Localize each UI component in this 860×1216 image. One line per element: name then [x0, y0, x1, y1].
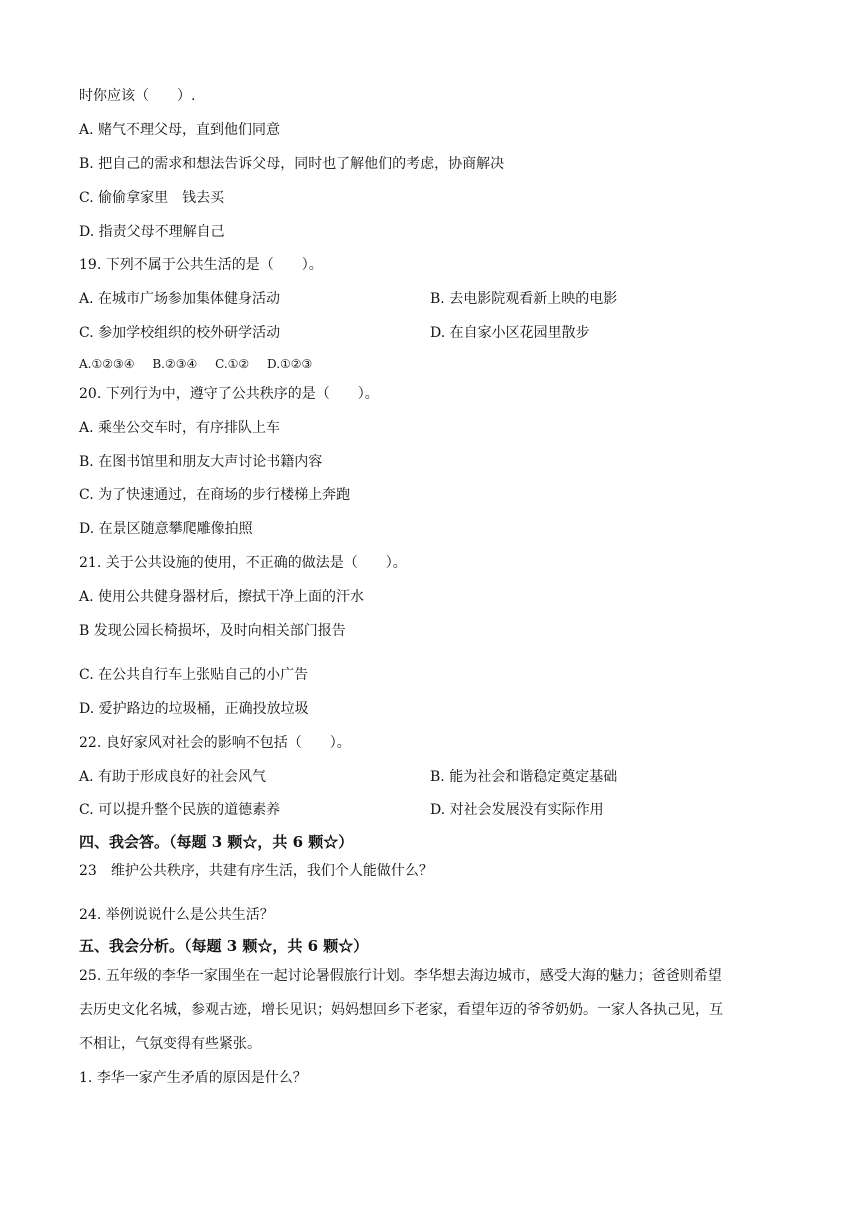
q21-option-c: C. 在公共自行车上张贴自己的小广告 [79, 667, 309, 683]
q18-option-b: B. 把自己的需求和想法告诉父母，同时也了解他们的考虑，协商解决 [79, 156, 505, 172]
q21-option-d: D. 爱护路边的垃圾桶，正确投放垃圾 [79, 701, 309, 717]
q20-stem: 20. 下列行为中，遵守了公共秩序的是（ ）。 [79, 386, 379, 402]
q21-stem: 21. 关于公共设施的使用，不正确的做法是（ ）。 [79, 555, 407, 571]
q19-option-c: C. 参加学校组织的校外研学活动 [79, 325, 281, 341]
q19-option-d: D. 在自家小区花园里散步 [430, 325, 590, 341]
q20-option-a: A. 乘坐公交车时，有序排队上车 [79, 420, 281, 436]
q22-option-c: C. 可以提升整个民族的道德素养 [79, 802, 281, 818]
q18-stem-end: 时你应该（ ）. [79, 88, 196, 104]
q24-stem: 24. 举例说说什么是公共生活？ [79, 907, 274, 923]
q19-combo-d: D.①②③ [267, 357, 313, 371]
q20-option-b: B. 在图书馆里和朋友大声讨论书籍内容 [79, 454, 323, 470]
q18-option-c: C. 偷偷拿家里 钱去买 [79, 190, 225, 206]
section-5-heading: 五、我会分析。（每题 3 颗☆，共 6 颗☆） [79, 937, 369, 955]
q25-line-3: 不相让，气氛变得有些紧张。 [79, 1036, 261, 1052]
q19-combo-a: A.①②③④ [79, 357, 135, 371]
q21-option-a: A. 使用公共健身器材后，擦拭干净上面的汗水 [79, 589, 365, 605]
q19-combo-b: B.②③④ [152, 357, 198, 371]
q25-sub-question-1: 1. 李华一家产生矛盾的原因是什么？ [79, 1070, 307, 1086]
q22-stem: 22. 良好家风对社会的影响不包括（ ）。 [79, 735, 351, 751]
q22-option-a: A. 有助于形成良好的社会风气 [79, 769, 267, 785]
q18-option-d: D. 指责父母不理解自己 [79, 224, 225, 240]
q21-option-b: B 发现公园长椅损坏，及时向相关部门报告 [79, 623, 346, 639]
q20-option-c: C. 为了快速通过，在商场的步行楼梯上奔跑 [79, 487, 351, 503]
q22-option-d: D. 对社会发展没有实际作用 [430, 802, 604, 818]
q19-stem: 19. 下列不属于公共生活的是（ ）。 [79, 257, 323, 273]
q25-line-1: 25. 五年级的李华一家围坐在一起讨论暑假旅行计划。李华想去海边城市，感受大海的魅力；爸爸则希望 [79, 968, 722, 984]
q19-option-b: B. 去电影院观看新上映的电影 [430, 291, 618, 307]
q18-option-a: A. 赌气不理父母，直到他们同意 [79, 122, 281, 138]
q25-line-2: 去历史文化名城，参观古迹，增长见识；妈妈想回乡下老家，看望年迈的爷爷奶奶。一家人各执己见，互 [79, 1002, 723, 1018]
q19-combo-c: C.①② [215, 357, 250, 371]
q20-option-d: D. 在景区随意攀爬雕像拍照 [79, 521, 253, 537]
q22-option-b: B. 能为社会和谐稳定奠定基础 [430, 769, 618, 785]
q19-option-a: A. 在城市广场参加集体健身活动 [79, 291, 281, 307]
q19-combo-options [79, 354, 326, 374]
section-4-heading: 四、我会答。（每题 3 颗☆，共 6 颗☆） [79, 833, 354, 851]
q23-stem: 23 维护公共秩序，共建有序生活，我们个人能做什么？ [79, 863, 433, 879]
